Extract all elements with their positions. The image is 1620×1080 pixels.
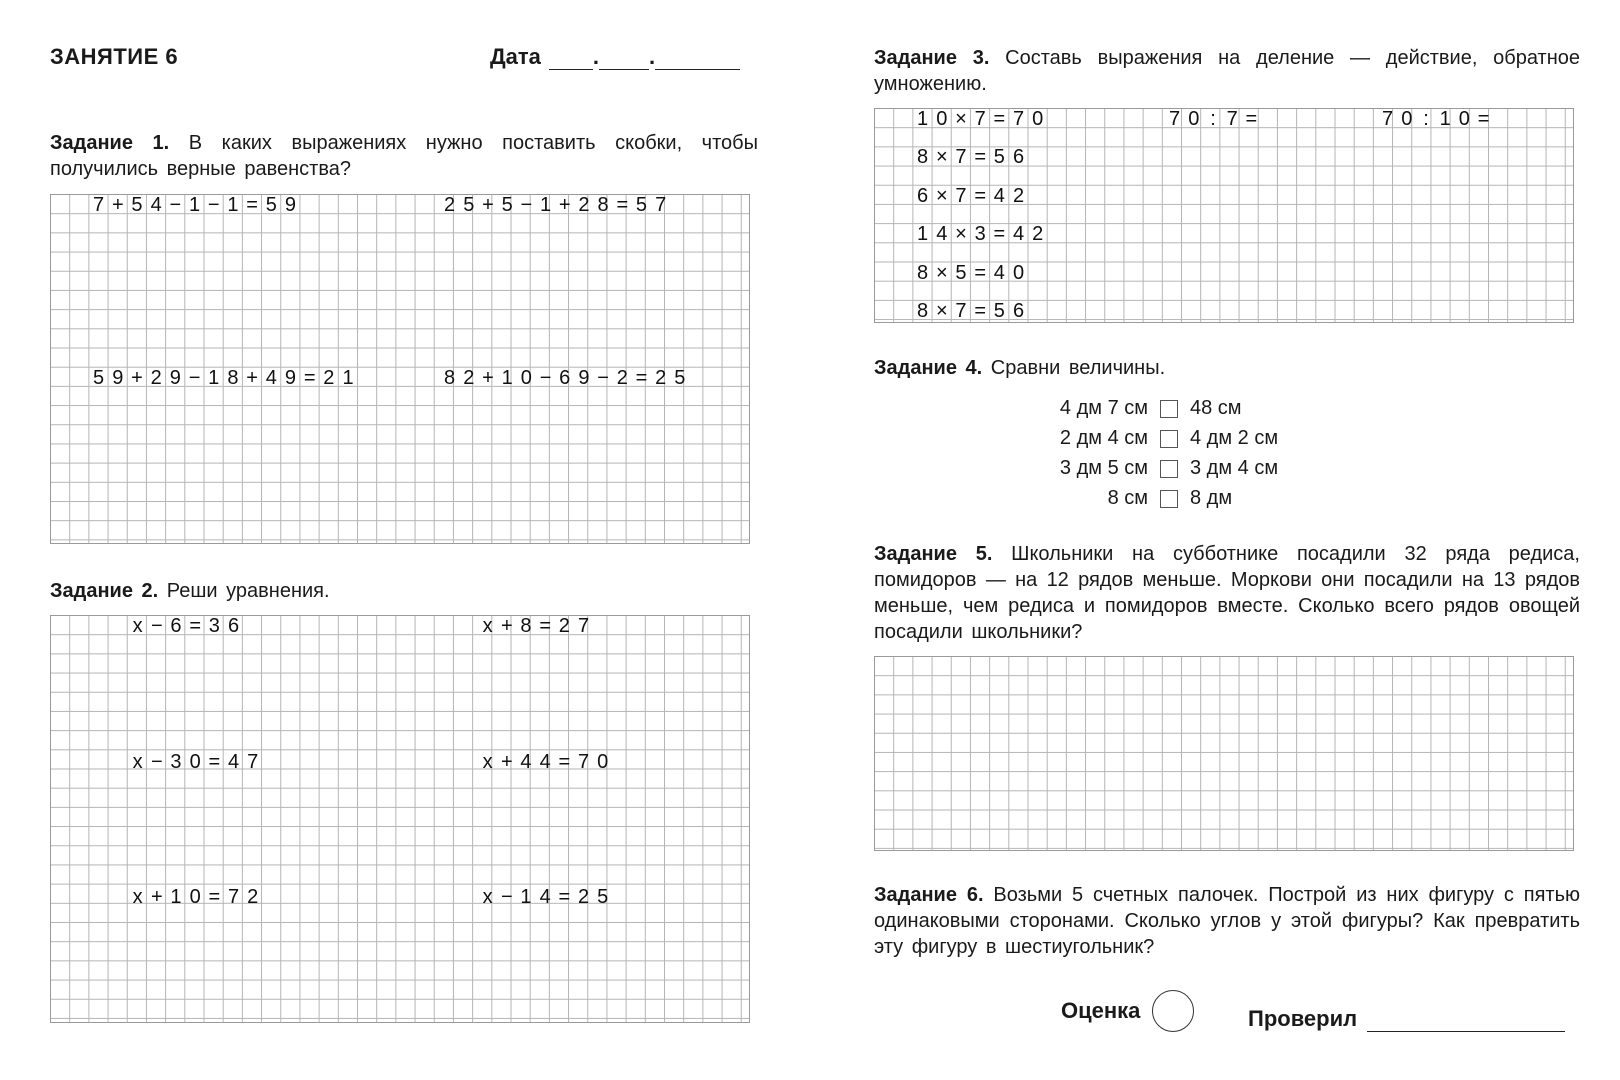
grid-cell-char: − bbox=[207, 194, 220, 216]
grid-cell-char: 9 bbox=[112, 367, 124, 389]
grid-cell-char: 3 bbox=[208, 615, 220, 637]
grid-cell-char: 7 bbox=[955, 146, 967, 168]
task2-label: Задание 2. bbox=[50, 580, 159, 602]
grid-cell-char: 4 bbox=[520, 751, 532, 773]
task5-grid[interactable] bbox=[874, 656, 1574, 851]
task3-product-2 bbox=[913, 148, 1028, 167]
grid-cell-char: 7 bbox=[247, 751, 259, 773]
grid-cell-char: − bbox=[539, 367, 552, 389]
grid-cell-char: 0 bbox=[1401, 108, 1413, 130]
grid-cell-char: 4 bbox=[265, 367, 277, 389]
grid-cell-char: 6 bbox=[1012, 300, 1025, 322]
grade-field[interactable] bbox=[1061, 990, 1194, 1032]
compare-box[interactable] bbox=[1160, 460, 1178, 478]
task6-text bbox=[874, 882, 1580, 960]
task2-equation-1 bbox=[128, 617, 243, 636]
task3-product-3 bbox=[913, 187, 1028, 206]
grid-cell-char: 2 bbox=[150, 367, 162, 389]
grid-cell-char: 4 bbox=[993, 185, 1005, 207]
grid-cell-char: × bbox=[955, 108, 967, 130]
checked-line bbox=[1367, 1011, 1565, 1032]
task6-problem: Возьми 5 счетных палочек. Построй из них фигуру с пятью одинаковыми сторонами. Сколько углов у этой фигуры? Как превратить эту фигуру в шестиугольник? bbox=[874, 884, 1581, 958]
grid-cell-char: = bbox=[993, 223, 1006, 245]
compare-row-2 bbox=[1028, 427, 1310, 450]
grid-cell-char: × bbox=[935, 300, 948, 322]
grid-cell-char: − bbox=[188, 367, 201, 389]
grid-cell-char: 1 bbox=[917, 223, 929, 245]
grid-cell-char: 0 bbox=[1458, 108, 1470, 130]
grid-cell-char: = bbox=[558, 886, 571, 908]
grid-cell-char: 0 bbox=[520, 367, 532, 389]
grid-cell-char: 6 bbox=[917, 185, 929, 207]
grid-cell-char: 5 bbox=[463, 194, 475, 216]
task3-grid[interactable] bbox=[874, 108, 1574, 323]
grid-cell-char: − bbox=[597, 367, 609, 389]
grid-cell-char: 5 bbox=[955, 262, 967, 284]
date-sep-2: . bbox=[649, 44, 656, 69]
grid-cell-char: 2 bbox=[444, 194, 456, 216]
grid-cell-char: 8 bbox=[227, 367, 239, 389]
grid-cell-char: 2 bbox=[616, 367, 628, 389]
grid-cell-char: 8 bbox=[520, 615, 532, 637]
compare-right: 3 дм 4 см bbox=[1190, 457, 1279, 479]
task2-grid[interactable] bbox=[50, 615, 750, 1023]
grid-cell-char: 9 bbox=[284, 194, 297, 216]
date-sep-1: . bbox=[592, 44, 600, 69]
grid-cell-char: 2 bbox=[1032, 223, 1044, 245]
task3-product-6 bbox=[913, 302, 1028, 321]
grid-cell-char: 2 bbox=[463, 367, 475, 389]
grid-cell-char: + bbox=[150, 886, 163, 908]
task3-label: Задание 3. bbox=[874, 47, 990, 69]
grid-cell-char: 7 bbox=[93, 194, 105, 216]
grid-cell-char: 7 bbox=[577, 751, 590, 773]
grid-cell-char: 7 bbox=[655, 194, 667, 216]
grid-cell-char: − bbox=[150, 615, 163, 637]
grid-cell-char: 4 bbox=[1012, 223, 1025, 245]
grid-cell-char: = bbox=[539, 615, 551, 637]
grid-cell-char: x bbox=[482, 886, 493, 908]
compare-right: 48 см bbox=[1190, 397, 1242, 419]
compare-row-1 bbox=[1028, 397, 1310, 420]
task2-text bbox=[50, 578, 758, 604]
grid-cell-char: 2 bbox=[1012, 185, 1025, 207]
task4-text bbox=[874, 355, 1580, 381]
grid-cell-char: 5 bbox=[501, 194, 513, 216]
compare-left: 2 дм 4 см bbox=[1059, 427, 1148, 449]
task1-question: В каких выражениях нужно поставить скобки, чтобы получились верные равенства? bbox=[50, 132, 758, 180]
grid-cell-char: = bbox=[974, 262, 986, 284]
grid-cell-char: = bbox=[189, 615, 201, 637]
grid-cell-char: 7 bbox=[1382, 108, 1394, 130]
grid-cell-char: 1 bbox=[188, 194, 201, 216]
grid-cell-char: 3 bbox=[974, 223, 986, 245]
grid-cell-char: + bbox=[131, 367, 143, 389]
checked-field[interactable] bbox=[1248, 1006, 1565, 1032]
grid-cell-char: 5 bbox=[635, 194, 648, 216]
grid-cell-char: 0 bbox=[1188, 108, 1200, 130]
checked-label: Проверил bbox=[1248, 1006, 1358, 1031]
date-year-line bbox=[655, 49, 740, 70]
task1-expression-2 bbox=[440, 196, 670, 215]
grid-cell-char: × bbox=[955, 223, 967, 245]
compare-row-3 bbox=[1028, 457, 1310, 480]
grid-cell-char: 0 bbox=[189, 751, 201, 773]
grid-cell-char: 9 bbox=[169, 367, 181, 389]
grid-cell-char: x bbox=[132, 615, 143, 637]
grid-cell-char: = bbox=[303, 367, 316, 389]
grid-cell-char: 1 bbox=[227, 194, 239, 216]
grid-cell-char: 1 bbox=[170, 886, 182, 908]
task2-equation-4 bbox=[478, 753, 612, 772]
grid-cell-char: = bbox=[1477, 108, 1490, 130]
grid-cell-char: = bbox=[558, 751, 571, 773]
grid-cell-char: 1 bbox=[520, 886, 532, 908]
compare-right: 8 дм bbox=[1190, 487, 1233, 509]
grid-cell-char: + bbox=[482, 367, 494, 389]
grid-cell-char: = bbox=[246, 194, 258, 216]
grid-cell-char: + bbox=[482, 194, 494, 216]
grid-cell-char: = bbox=[974, 146, 986, 168]
compare-box[interactable] bbox=[1160, 490, 1178, 508]
grid-cell-char: = bbox=[616, 194, 629, 216]
grid-cell-char: = bbox=[635, 367, 648, 389]
grid-cell-char: 4 bbox=[539, 886, 551, 908]
compare-box[interactable] bbox=[1160, 430, 1178, 448]
compare-right: 4 дм 2 см bbox=[1190, 427, 1279, 449]
grid-cell-char: = bbox=[208, 886, 221, 908]
task3-product-4 bbox=[913, 225, 1047, 244]
grid-cell-char: = bbox=[974, 185, 986, 207]
task3-product-5 bbox=[913, 264, 1028, 283]
grid-cell-char: 8 bbox=[917, 262, 929, 284]
grid-cell-char: − bbox=[520, 194, 533, 216]
grid-cell-char: − bbox=[150, 751, 163, 773]
grid-cell-char: 6 bbox=[170, 615, 182, 637]
grid-cell-char: 6 bbox=[559, 367, 571, 389]
grid-cell-char: + bbox=[500, 751, 513, 773]
grid-cell-char: 6 bbox=[1012, 146, 1025, 168]
grid-cell-char: 0 bbox=[1012, 262, 1025, 284]
grid-cell-char: + bbox=[500, 615, 513, 637]
grid-cell-char: : bbox=[1210, 108, 1216, 130]
grid-cell-char: 3 bbox=[170, 751, 182, 773]
grid-cell-char: + bbox=[111, 194, 124, 216]
compare-left: 8 см bbox=[1107, 487, 1148, 509]
task2-instruction: Реши уравнения. bbox=[166, 580, 330, 602]
grid-cell-char: 1 bbox=[917, 108, 929, 130]
grid-cell-char: 7 bbox=[955, 300, 967, 322]
grid-cell-char: 0 bbox=[1032, 108, 1044, 130]
task5-label: Задание 5. bbox=[874, 543, 993, 565]
grid-cell-char: 5 bbox=[674, 367, 686, 389]
task5-text bbox=[874, 541, 1580, 645]
grid-cell-char: × bbox=[935, 146, 948, 168]
grid-cell-char: + bbox=[246, 367, 258, 389]
grid-cell-char: = bbox=[993, 108, 1006, 130]
grid-cell-char: 5 bbox=[993, 146, 1005, 168]
grid-cell-char: 7 bbox=[227, 886, 240, 908]
grid-cell-char: 5 bbox=[93, 367, 105, 389]
task1-text bbox=[50, 130, 758, 182]
grid-cell-char: 2 bbox=[655, 367, 667, 389]
grid-cell-char: × bbox=[935, 185, 948, 207]
grid-cell-char: 2 bbox=[247, 886, 259, 908]
grid-cell-char: 7 bbox=[1169, 108, 1181, 130]
grid-cell-char: 9 bbox=[578, 367, 590, 389]
grid-cell-char: 8 bbox=[444, 367, 456, 389]
grid-cell-char: x bbox=[132, 886, 143, 908]
grid-cell-char: 4 bbox=[936, 223, 948, 245]
grid-cell-char: 0 bbox=[189, 886, 201, 908]
task1-expression-4 bbox=[440, 369, 689, 388]
task3-division-2 bbox=[1378, 110, 1493, 129]
grid-cell-char: 0 bbox=[597, 751, 609, 773]
grid-cell-char: + bbox=[558, 194, 571, 216]
grid-cell-char: 7 bbox=[1226, 108, 1238, 130]
task4-label: Задание 4. bbox=[874, 357, 983, 379]
grid-cell-char: x bbox=[482, 751, 493, 773]
grid-cell-char: 0 bbox=[936, 108, 948, 130]
grade-label: Оценка bbox=[1061, 998, 1141, 1023]
task3-product-1 bbox=[913, 110, 1047, 129]
grid-cell-char: x bbox=[132, 751, 143, 773]
grid-cell-char: = bbox=[1245, 108, 1258, 130]
grid-cell-char: : bbox=[1423, 108, 1429, 130]
grid-cell-char: 2 bbox=[577, 886, 590, 908]
task2-equation-5 bbox=[128, 888, 262, 907]
task3-text bbox=[874, 45, 1580, 97]
compare-box[interactable] bbox=[1160, 400, 1178, 418]
grid-cell-char: 5 bbox=[597, 886, 609, 908]
grid-cell-char: 7 bbox=[955, 185, 967, 207]
grid-cell-char: 4 bbox=[227, 751, 240, 773]
task4-instruction: Сравни величины. bbox=[990, 357, 1166, 379]
grid-cell-char: 8 bbox=[917, 146, 929, 168]
grade-circle[interactable] bbox=[1152, 990, 1194, 1032]
grid-cell-char: − bbox=[500, 886, 513, 908]
grid-cell-char: 2 bbox=[323, 367, 335, 389]
grid-cell-char: 1 bbox=[208, 367, 220, 389]
grid-cell-char: = bbox=[208, 751, 221, 773]
grid-cell-char: 4 bbox=[993, 262, 1005, 284]
grid-cell-char: × bbox=[935, 262, 948, 284]
lesson-title: ЗАНЯТИЕ 6 bbox=[50, 44, 179, 69]
task2-equation-3 bbox=[128, 753, 262, 772]
task6-label: Задание 6. bbox=[874, 884, 984, 906]
grid-cell-char: 8 bbox=[917, 300, 929, 322]
task1-expression-1 bbox=[89, 196, 300, 215]
task2-equation-2 bbox=[478, 617, 593, 636]
grid-cell-char: 5 bbox=[993, 300, 1005, 322]
grid-cell-char: 2 bbox=[578, 194, 590, 216]
task3-division-1 bbox=[1165, 110, 1261, 129]
date-field[interactable] bbox=[490, 44, 740, 70]
date-label: Дата bbox=[490, 44, 541, 69]
grid-cell-char: x bbox=[482, 615, 493, 637]
compare-left: 3 дм 5 см bbox=[1059, 457, 1148, 479]
grid-cell-char: 1 bbox=[1439, 108, 1451, 130]
compare-row-4 bbox=[1028, 487, 1310, 510]
grid-cell-char: 7 bbox=[577, 615, 590, 637]
grid-cell-char: 5 bbox=[131, 194, 143, 216]
grid-cell-char: 1 bbox=[501, 367, 513, 389]
grid-cell-char: 4 bbox=[150, 194, 162, 216]
grid-cell-char: 2 bbox=[558, 615, 570, 637]
grid-cell-char: − bbox=[169, 194, 182, 216]
date-day-line bbox=[549, 49, 593, 70]
grid-cell-char: 4 bbox=[539, 751, 551, 773]
grid-cell-char: 9 bbox=[284, 367, 297, 389]
task1-label: Задание 1. bbox=[50, 132, 170, 154]
grid-cell-char: 6 bbox=[227, 615, 240, 637]
date-month-line bbox=[599, 49, 649, 70]
grid-cell-char: 7 bbox=[1012, 108, 1025, 130]
grid-cell-char: 1 bbox=[342, 367, 354, 389]
grid-cell-char: = bbox=[974, 300, 986, 322]
task5-problem: Школьники на субботнике посадили 32 ряда редиса, помидоров — на 12 рядов меньше. Моркови они посадили на 13 рядов меньше, чем редиса и помидоров вместе. Сколько всего рядов овощей посадили школьники? bbox=[874, 543, 1580, 643]
compare-left: 4 дм 7 см bbox=[1059, 397, 1148, 419]
task1-expression-3 bbox=[89, 369, 358, 388]
grid-cell-char: 5 bbox=[265, 194, 277, 216]
task2-equation-6 bbox=[478, 888, 612, 907]
grid-cell-char: 1 bbox=[539, 194, 552, 216]
grid-cell-char: 7 bbox=[974, 108, 986, 130]
grid-cell-char: 8 bbox=[597, 194, 609, 216]
task3-instruction: Составь выражения на деление — действие, обратное умножению. bbox=[874, 47, 1580, 95]
